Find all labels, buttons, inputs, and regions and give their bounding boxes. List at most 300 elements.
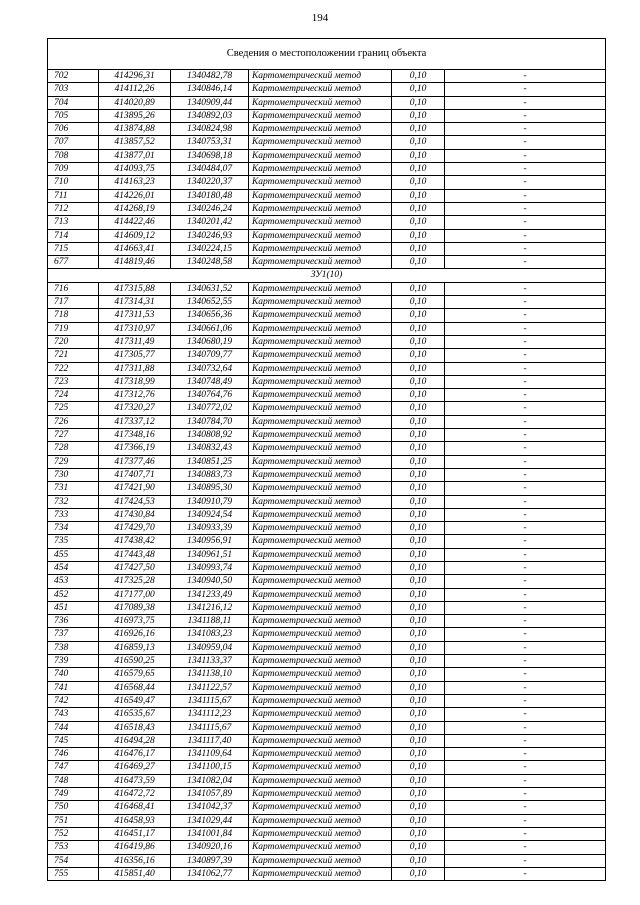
accuracy-cell: 0,10 bbox=[392, 788, 445, 801]
x-coordinate-cell: 416473,59 bbox=[99, 774, 171, 787]
point-number-cell: 726 bbox=[48, 415, 99, 428]
description-cell: - bbox=[445, 402, 606, 415]
table-row bbox=[48, 468, 606, 481]
table-body bbox=[48, 70, 606, 881]
accuracy-cell: 0,10 bbox=[392, 721, 445, 734]
method-cell: Картометрический метод bbox=[249, 202, 392, 215]
accuracy-cell: 0,10 bbox=[392, 442, 445, 455]
x-coordinate-cell: 414609,12 bbox=[99, 229, 171, 242]
accuracy-cell: 0,10 bbox=[392, 867, 445, 880]
method-cell: Картометрический метод bbox=[249, 362, 392, 375]
method-cell: Картометрический метод bbox=[249, 96, 392, 109]
point-number-cell: 706 bbox=[48, 123, 99, 136]
description-cell: - bbox=[445, 694, 606, 707]
point-number-cell: 714 bbox=[48, 229, 99, 242]
table-row bbox=[48, 375, 606, 388]
group-label: ЗУ1(10) bbox=[48, 269, 606, 282]
point-number-cell: 703 bbox=[48, 83, 99, 96]
table-row bbox=[48, 455, 606, 468]
method-cell: Картометрический метод bbox=[249, 588, 392, 601]
x-coordinate-cell: 417407,71 bbox=[99, 468, 171, 481]
y-coordinate-cell: 1340224,15 bbox=[171, 242, 249, 255]
group-row bbox=[48, 269, 606, 282]
y-coordinate-cell: 1340732,64 bbox=[171, 362, 249, 375]
point-number-cell: 735 bbox=[48, 535, 99, 548]
table-row bbox=[48, 149, 606, 162]
description-cell: - bbox=[445, 70, 606, 83]
method-cell: Картометрический метод bbox=[249, 216, 392, 229]
point-number-cell: 728 bbox=[48, 442, 99, 455]
x-coordinate-cell: 417311,53 bbox=[99, 309, 171, 322]
accuracy-cell: 0,10 bbox=[392, 335, 445, 348]
method-cell: Картометрический метод bbox=[249, 535, 392, 548]
method-cell: Картометрический метод bbox=[249, 774, 392, 787]
point-number-cell: 730 bbox=[48, 468, 99, 481]
x-coordinate-cell: 417311,88 bbox=[99, 362, 171, 375]
y-coordinate-cell: 1340201,42 bbox=[171, 216, 249, 229]
point-number-cell: 702 bbox=[48, 70, 99, 83]
x-coordinate-cell: 417325,28 bbox=[99, 575, 171, 588]
method-cell: Картометрический метод bbox=[249, 681, 392, 694]
table-row bbox=[48, 655, 606, 668]
y-coordinate-cell: 1340764,76 bbox=[171, 389, 249, 402]
table-row bbox=[48, 681, 606, 694]
description-cell: - bbox=[445, 681, 606, 694]
accuracy-cell: 0,10 bbox=[392, 748, 445, 761]
point-number-cell: 748 bbox=[48, 774, 99, 787]
y-coordinate-cell: 1340846,14 bbox=[171, 83, 249, 96]
table-row bbox=[48, 282, 606, 295]
description-cell: - bbox=[445, 442, 606, 455]
table-row bbox=[48, 109, 606, 122]
point-number-cell: 453 bbox=[48, 575, 99, 588]
y-coordinate-cell: 1341233,49 bbox=[171, 588, 249, 601]
x-coordinate-cell: 416458,93 bbox=[99, 814, 171, 827]
accuracy-cell: 0,10 bbox=[392, 522, 445, 535]
method-cell: Картометрический метод bbox=[249, 641, 392, 654]
table-row bbox=[48, 668, 606, 681]
method-cell: Картометрический метод bbox=[249, 522, 392, 535]
point-number-cell: 733 bbox=[48, 508, 99, 521]
x-coordinate-cell: 415851,40 bbox=[99, 867, 171, 880]
accuracy-cell: 0,10 bbox=[392, 588, 445, 601]
y-coordinate-cell: 1340220,37 bbox=[171, 176, 249, 189]
table-row bbox=[48, 495, 606, 508]
y-coordinate-cell: 1340824,98 bbox=[171, 123, 249, 136]
accuracy-cell: 0,10 bbox=[392, 123, 445, 136]
table-row bbox=[48, 242, 606, 255]
description-cell: - bbox=[445, 588, 606, 601]
table-row bbox=[48, 535, 606, 548]
table-row bbox=[48, 429, 606, 442]
table-title-row bbox=[48, 39, 606, 70]
accuracy-cell: 0,10 bbox=[392, 349, 445, 362]
x-coordinate-cell: 416579,65 bbox=[99, 668, 171, 681]
point-number-cell: 749 bbox=[48, 788, 99, 801]
description-cell: - bbox=[445, 575, 606, 588]
table-row bbox=[48, 761, 606, 774]
accuracy-cell: 0,10 bbox=[392, 468, 445, 481]
table-row bbox=[48, 641, 606, 654]
point-number-cell: 729 bbox=[48, 455, 99, 468]
point-number-cell: 715 bbox=[48, 242, 99, 255]
table-row bbox=[48, 508, 606, 521]
x-coordinate-cell: 417320,27 bbox=[99, 402, 171, 415]
method-cell: Картометрический метод bbox=[249, 149, 392, 162]
point-number-cell: 744 bbox=[48, 721, 99, 734]
description-cell: - bbox=[445, 216, 606, 229]
accuracy-cell: 0,10 bbox=[392, 455, 445, 468]
x-coordinate-cell: 413874,88 bbox=[99, 123, 171, 136]
method-cell: Картометрический метод bbox=[249, 468, 392, 481]
point-number-cell: 720 bbox=[48, 335, 99, 348]
method-cell: Картометрический метод bbox=[249, 442, 392, 455]
point-number-cell: 750 bbox=[48, 801, 99, 814]
accuracy-cell: 0,10 bbox=[392, 149, 445, 162]
method-cell: Картометрический метод bbox=[249, 867, 392, 880]
description-cell: - bbox=[445, 229, 606, 242]
point-number-cell: 742 bbox=[48, 694, 99, 707]
table-row bbox=[48, 561, 606, 574]
y-coordinate-cell: 1340784,70 bbox=[171, 415, 249, 428]
x-coordinate-cell: 416469,27 bbox=[99, 761, 171, 774]
table-row bbox=[48, 814, 606, 827]
table-row bbox=[48, 362, 606, 375]
method-cell: Картометрический метод bbox=[249, 123, 392, 136]
point-number-cell: 704 bbox=[48, 96, 99, 109]
table-row bbox=[48, 189, 606, 202]
method-cell: Картометрический метод bbox=[249, 109, 392, 122]
page-number: 194 bbox=[311, 12, 329, 24]
table-row bbox=[48, 628, 606, 641]
point-number-cell: 725 bbox=[48, 402, 99, 415]
description-cell: - bbox=[445, 123, 606, 136]
description-cell: - bbox=[445, 548, 606, 561]
y-coordinate-cell: 1340482,78 bbox=[171, 70, 249, 83]
table-row bbox=[48, 827, 606, 840]
description-cell: - bbox=[445, 854, 606, 867]
x-coordinate-cell: 416549,47 bbox=[99, 694, 171, 707]
table-row bbox=[48, 322, 606, 335]
y-coordinate-cell: 1340920,16 bbox=[171, 841, 249, 854]
table-row bbox=[48, 588, 606, 601]
y-coordinate-cell: 1340832,43 bbox=[171, 442, 249, 455]
accuracy-cell: 0,10 bbox=[392, 561, 445, 574]
x-coordinate-cell: 414093,75 bbox=[99, 163, 171, 176]
y-coordinate-cell: 1340652,55 bbox=[171, 296, 249, 309]
point-number-cell: 722 bbox=[48, 362, 99, 375]
point-number-cell: 452 bbox=[48, 588, 99, 601]
method-cell: Картометрический метод bbox=[249, 694, 392, 707]
point-number-cell: 711 bbox=[48, 189, 99, 202]
y-coordinate-cell: 1340680,19 bbox=[171, 335, 249, 348]
method-cell: Картометрический метод bbox=[249, 548, 392, 561]
x-coordinate-cell: 416973,75 bbox=[99, 615, 171, 628]
description-cell: - bbox=[445, 282, 606, 295]
accuracy-cell: 0,10 bbox=[392, 641, 445, 654]
description-cell: - bbox=[445, 296, 606, 309]
description-cell: - bbox=[445, 867, 606, 880]
table-row bbox=[48, 734, 606, 747]
table-row bbox=[48, 721, 606, 734]
accuracy-cell: 0,10 bbox=[392, 615, 445, 628]
y-coordinate-cell: 1340959,04 bbox=[171, 641, 249, 654]
table-row bbox=[48, 296, 606, 309]
table-row bbox=[48, 575, 606, 588]
point-number-cell: 721 bbox=[48, 349, 99, 362]
point-number-cell: 752 bbox=[48, 827, 99, 840]
x-coordinate-cell: 417310,97 bbox=[99, 322, 171, 335]
x-coordinate-cell: 417348,16 bbox=[99, 429, 171, 442]
table-row bbox=[48, 694, 606, 707]
y-coordinate-cell: 1341115,67 bbox=[171, 721, 249, 734]
y-coordinate-cell: 1340661,06 bbox=[171, 322, 249, 335]
accuracy-cell: 0,10 bbox=[392, 70, 445, 83]
y-coordinate-cell: 1340248,58 bbox=[171, 256, 249, 269]
description-cell: - bbox=[445, 788, 606, 801]
description-cell: - bbox=[445, 202, 606, 215]
accuracy-cell: 0,10 bbox=[392, 136, 445, 149]
y-coordinate-cell: 1341188,11 bbox=[171, 615, 249, 628]
table-row bbox=[48, 774, 606, 787]
x-coordinate-cell: 414112,26 bbox=[99, 83, 171, 96]
point-number-cell: 732 bbox=[48, 495, 99, 508]
table-row bbox=[48, 522, 606, 535]
point-number-cell: 751 bbox=[48, 814, 99, 827]
y-coordinate-cell: 1340808,92 bbox=[171, 429, 249, 442]
x-coordinate-cell: 416590,25 bbox=[99, 655, 171, 668]
description-cell: - bbox=[445, 522, 606, 535]
method-cell: Картометрический метод bbox=[249, 309, 392, 322]
method-cell: Картометрический метод bbox=[249, 256, 392, 269]
x-coordinate-cell: 417315,88 bbox=[99, 282, 171, 295]
x-coordinate-cell: 417427,50 bbox=[99, 561, 171, 574]
description-cell: - bbox=[445, 495, 606, 508]
method-cell: Картометрический метод bbox=[249, 429, 392, 442]
accuracy-cell: 0,10 bbox=[392, 854, 445, 867]
table-row bbox=[48, 70, 606, 83]
table-row bbox=[48, 708, 606, 721]
method-cell: Картометрический метод bbox=[249, 415, 392, 428]
method-cell: Картометрический метод bbox=[249, 163, 392, 176]
method-cell: Картометрический метод bbox=[249, 322, 392, 335]
point-number-cell: 734 bbox=[48, 522, 99, 535]
y-coordinate-cell: 1341117,40 bbox=[171, 734, 249, 747]
y-coordinate-cell: 1340753,31 bbox=[171, 136, 249, 149]
y-coordinate-cell: 1341109,64 bbox=[171, 748, 249, 761]
accuracy-cell: 0,10 bbox=[392, 681, 445, 694]
y-coordinate-cell: 1341082,04 bbox=[171, 774, 249, 787]
y-coordinate-cell: 1340883,73 bbox=[171, 468, 249, 481]
description-cell: - bbox=[445, 163, 606, 176]
y-coordinate-cell: 1340246,24 bbox=[171, 202, 249, 215]
method-cell: Картометрический метод bbox=[249, 136, 392, 149]
accuracy-cell: 0,10 bbox=[392, 734, 445, 747]
x-coordinate-cell: 417089,38 bbox=[99, 601, 171, 614]
accuracy-cell: 0,10 bbox=[392, 375, 445, 388]
table-row bbox=[48, 163, 606, 176]
table-row bbox=[48, 176, 606, 189]
table-row bbox=[48, 136, 606, 149]
x-coordinate-cell: 417312,76 bbox=[99, 389, 171, 402]
accuracy-cell: 0,10 bbox=[392, 202, 445, 215]
x-coordinate-cell: 414296,31 bbox=[99, 70, 171, 83]
point-number-cell: 747 bbox=[48, 761, 99, 774]
y-coordinate-cell: 1340748,49 bbox=[171, 375, 249, 388]
method-cell: Картометрический метод bbox=[249, 628, 392, 641]
accuracy-cell: 0,10 bbox=[392, 256, 445, 269]
x-coordinate-cell: 416468,41 bbox=[99, 801, 171, 814]
y-coordinate-cell: 1340892,03 bbox=[171, 109, 249, 122]
point-number-cell: 731 bbox=[48, 482, 99, 495]
table-row bbox=[48, 402, 606, 415]
description-cell: - bbox=[445, 641, 606, 654]
y-coordinate-cell: 1341138,10 bbox=[171, 668, 249, 681]
point-number-cell: 716 bbox=[48, 282, 99, 295]
point-number-cell: 707 bbox=[48, 136, 99, 149]
x-coordinate-cell: 414819,46 bbox=[99, 256, 171, 269]
x-coordinate-cell: 417318,99 bbox=[99, 375, 171, 388]
accuracy-cell: 0,10 bbox=[392, 189, 445, 202]
x-coordinate-cell: 414020,89 bbox=[99, 96, 171, 109]
x-coordinate-cell: 416535,67 bbox=[99, 708, 171, 721]
method-cell: Картометрический метод bbox=[249, 788, 392, 801]
method-cell: Картометрический метод bbox=[249, 761, 392, 774]
point-number-cell: 455 bbox=[48, 548, 99, 561]
description-cell: - bbox=[445, 149, 606, 162]
table-row bbox=[48, 83, 606, 96]
accuracy-cell: 0,10 bbox=[392, 163, 445, 176]
accuracy-cell: 0,10 bbox=[392, 774, 445, 787]
method-cell: Картометрический метод bbox=[249, 561, 392, 574]
y-coordinate-cell: 1340910,79 bbox=[171, 495, 249, 508]
accuracy-cell: 0,10 bbox=[392, 176, 445, 189]
accuracy-cell: 0,10 bbox=[392, 761, 445, 774]
x-coordinate-cell: 414268,19 bbox=[99, 202, 171, 215]
method-cell: Картометрический метод bbox=[249, 721, 392, 734]
method-cell: Картометрический метод bbox=[249, 402, 392, 415]
table-row bbox=[48, 123, 606, 136]
description-cell: - bbox=[445, 761, 606, 774]
y-coordinate-cell: 1340956,91 bbox=[171, 535, 249, 548]
description-cell: - bbox=[445, 827, 606, 840]
accuracy-cell: 0,10 bbox=[392, 482, 445, 495]
method-cell: Картометрический метод bbox=[249, 482, 392, 495]
y-coordinate-cell: 1341112,23 bbox=[171, 708, 249, 721]
x-coordinate-cell: 417430,84 bbox=[99, 508, 171, 521]
point-number-cell: 740 bbox=[48, 668, 99, 681]
method-cell: Картометрический метод bbox=[249, 335, 392, 348]
method-cell: Картометрический метод bbox=[249, 176, 392, 189]
method-cell: Картометрический метод bbox=[249, 83, 392, 96]
accuracy-cell: 0,10 bbox=[392, 229, 445, 242]
accuracy-cell: 0,10 bbox=[392, 389, 445, 402]
x-coordinate-cell: 417366,19 bbox=[99, 442, 171, 455]
x-coordinate-cell: 416472,72 bbox=[99, 788, 171, 801]
table-row bbox=[48, 349, 606, 362]
description-cell: - bbox=[445, 375, 606, 388]
y-coordinate-cell: 1340909,44 bbox=[171, 96, 249, 109]
point-number-cell: 745 bbox=[48, 734, 99, 747]
description-cell: - bbox=[445, 362, 606, 375]
accuracy-cell: 0,10 bbox=[392, 575, 445, 588]
x-coordinate-cell: 413895,26 bbox=[99, 109, 171, 122]
description-cell: - bbox=[445, 774, 606, 787]
description-cell: - bbox=[445, 242, 606, 255]
method-cell: Картометрический метод bbox=[249, 827, 392, 840]
description-cell: - bbox=[445, 189, 606, 202]
description-cell: - bbox=[445, 721, 606, 734]
x-coordinate-cell: 417421,90 bbox=[99, 482, 171, 495]
method-cell: Картометрический метод bbox=[249, 801, 392, 814]
point-number-cell: 713 bbox=[48, 216, 99, 229]
x-coordinate-cell: 416451,17 bbox=[99, 827, 171, 840]
x-coordinate-cell: 417429,70 bbox=[99, 522, 171, 535]
method-cell: Картометрический метод bbox=[249, 508, 392, 521]
description-cell: - bbox=[445, 655, 606, 668]
y-coordinate-cell: 1340709,77 bbox=[171, 349, 249, 362]
description-cell: - bbox=[445, 109, 606, 122]
description-cell: - bbox=[445, 601, 606, 614]
description-cell: - bbox=[445, 83, 606, 96]
description-cell: - bbox=[445, 322, 606, 335]
description-cell: - bbox=[445, 668, 606, 681]
accuracy-cell: 0,10 bbox=[392, 801, 445, 814]
accuracy-cell: 0,10 bbox=[392, 282, 445, 295]
point-number-cell: 754 bbox=[48, 854, 99, 867]
accuracy-cell: 0,10 bbox=[392, 309, 445, 322]
point-number-cell: 743 bbox=[48, 708, 99, 721]
description-cell: - bbox=[445, 734, 606, 747]
method-cell: Картометрический метод bbox=[249, 601, 392, 614]
description-cell: - bbox=[445, 801, 606, 814]
table-row bbox=[48, 202, 606, 215]
accuracy-cell: 0,10 bbox=[392, 296, 445, 309]
y-coordinate-cell: 1341083,23 bbox=[171, 628, 249, 641]
point-number-cell: 708 bbox=[48, 149, 99, 162]
method-cell: Картометрический метод bbox=[249, 349, 392, 362]
x-coordinate-cell: 416419,86 bbox=[99, 841, 171, 854]
y-coordinate-cell: 1341122,57 bbox=[171, 681, 249, 694]
point-number-cell: 755 bbox=[48, 867, 99, 880]
x-coordinate-cell: 417337,12 bbox=[99, 415, 171, 428]
description-cell: - bbox=[445, 628, 606, 641]
y-coordinate-cell: 1340656,36 bbox=[171, 309, 249, 322]
x-coordinate-cell: 414226,01 bbox=[99, 189, 171, 202]
y-coordinate-cell: 1340940,50 bbox=[171, 575, 249, 588]
x-coordinate-cell: 417377,46 bbox=[99, 455, 171, 468]
point-number-cell: 451 bbox=[48, 601, 99, 614]
accuracy-cell: 0,10 bbox=[392, 402, 445, 415]
method-cell: Картометрический метод bbox=[249, 748, 392, 761]
y-coordinate-cell: 1340851,25 bbox=[171, 455, 249, 468]
point-number-cell: 709 bbox=[48, 163, 99, 176]
accuracy-cell: 0,10 bbox=[392, 827, 445, 840]
y-coordinate-cell: 1340246,93 bbox=[171, 229, 249, 242]
point-number-cell: 717 bbox=[48, 296, 99, 309]
accuracy-cell: 0,10 bbox=[392, 628, 445, 641]
point-number-cell: 723 bbox=[48, 375, 99, 388]
accuracy-cell: 0,10 bbox=[392, 362, 445, 375]
x-coordinate-cell: 416518,43 bbox=[99, 721, 171, 734]
table-row bbox=[48, 309, 606, 322]
table-row bbox=[48, 788, 606, 801]
boundary-table bbox=[47, 38, 606, 881]
table-row bbox=[48, 801, 606, 814]
description-cell: - bbox=[445, 508, 606, 521]
description-cell: - bbox=[445, 535, 606, 548]
x-coordinate-cell: 417314,31 bbox=[99, 296, 171, 309]
